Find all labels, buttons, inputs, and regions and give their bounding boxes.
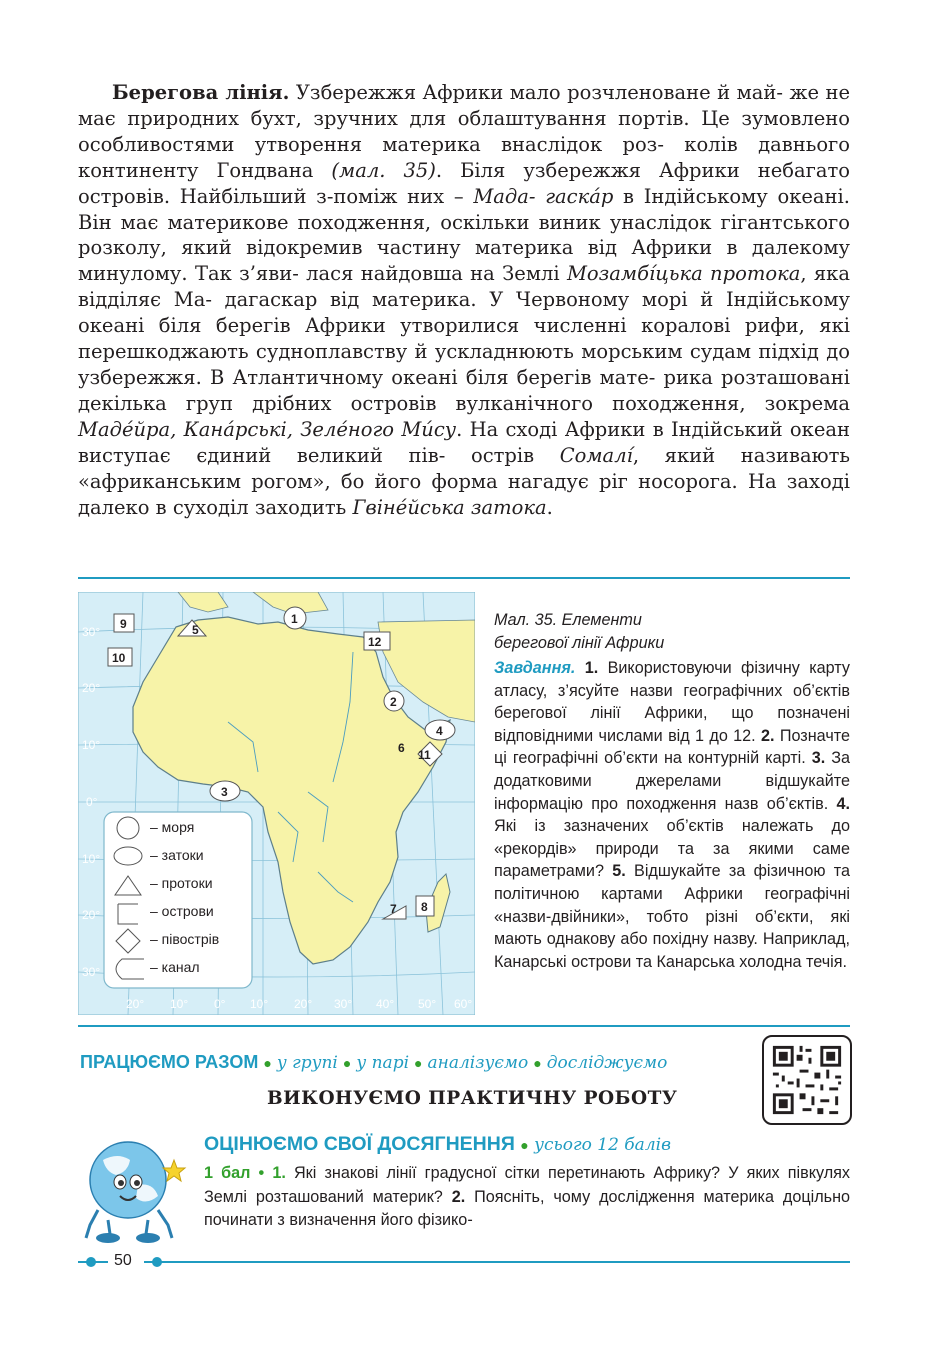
figure-caption: Мал. 35. Елементи берегової лінії Африки (494, 611, 665, 652)
marker-10: 10 (112, 651, 126, 665)
points-label: 1 бал • 1. (204, 1164, 286, 1182)
assessment-header (204, 1133, 671, 1156)
svg-text:30°: 30° (82, 965, 101, 979)
svg-text:20°: 20° (82, 681, 101, 695)
marker-11: 11 (418, 748, 431, 762)
svg-text:10°: 10° (82, 852, 101, 866)
svg-text:0°: 0° (86, 795, 98, 809)
svg-text:50°: 50° (418, 997, 437, 1011)
legend-gulf-icon (114, 847, 142, 865)
section-heading-coastline: Берегова лінія. (112, 81, 290, 104)
qr-code-icon[interactable] (762, 1035, 852, 1125)
task-block: Завдання. 1. Використовуючи фізичну карту атласу, з’ясуйте назви географічних об’єктів берегової лінії Африки, що позначені відповідними числами від 1 до 12. 2. Позначте ці географічні об’єкти на контурній карті. 3. За додатковими джерелами відшукайте інформацію про походження назв об’єктів. 4. Які із зазначених об’єктів належать до «рекордів» природи та за якими саме параметрами? 5. Відшукайте за фізичною та політичною картами Африки географічні «назви-двійники», тобто різні об’єкти, які мають однакову або похідну назву. Наприклад, Канарські острови та Канарська холодна течія. (494, 659, 851, 971)
svg-text:– острови: – острови (150, 903, 214, 919)
svg-text:– півострів: – півострів (150, 931, 220, 947)
svg-text:10°: 10° (250, 997, 269, 1011)
svg-text:– протоки: – протоки (150, 875, 213, 891)
lon-labels (126, 997, 472, 1011)
bullet-icon: ● (342, 1055, 352, 1071)
marker-8: 8 (421, 900, 428, 914)
figure-reference: (мал. 35) (331, 158, 436, 182)
svg-text:– канал: – канал (150, 959, 200, 975)
marker-12: 12 (368, 635, 382, 649)
main-paragraph: Берегова лінія. Узбережжя Африки мало розчленоване й май- же не має природних бухт, зручних для облаштування портів. Це зумовлено особливостями утворення материка внаслідок роз- колів давнього континенту Гондвана (мал. 35). Біля узбережжя Африки небагато островів. Найбільший з-поміж них – Мада- гаска́р в Індійському океані. Він має материкове походження, оскільки виник унаслідок гігантського розколу, який відокремив частину материка від Африки в далекому минулому. Так з’яви- лася найдовша на Землі Мозамбі́цька протока, яка відділяє Ма- дагаскар від материка. У Червоному морі й Індійському океані біля берегів Африки утворилися численні коралові рифи, які перешкоджають судноплавству й ускладнюють морським судам підхід до узбережжя. В Атлантичному океані біля берегів мате- рика розташовані декілька груп дрібних островів вулканічного походження, зокрема Маде́йра, Кана́рські, Зеле́ного Ми́су. На сході Африки в Індійський океан виступає єдиний великий пів- острів Сомалі́, який називають «африканським рогом», бо його форма нагадує ріг носорога. На заході далеко в суходіл заходить Гвіне́йська затока. (78, 81, 851, 519)
marker-7: 7 (390, 902, 397, 916)
svg-text:30°: 30° (82, 625, 101, 639)
svg-text:20°: 20° (82, 908, 101, 922)
divider-top (78, 577, 850, 579)
svg-text:20°: 20° (126, 997, 145, 1011)
bullet-icon: ● (520, 1137, 529, 1153)
marker-6: 6 (398, 741, 405, 755)
map-legend (104, 812, 252, 988)
globe-mascot-icon (78, 1130, 188, 1245)
practice-header: ПРАЦЮЄМО РАЗОМ ● у групі ● у парі ● аналізуємо ● досліджуємо (80, 1052, 668, 1073)
marker-3: 3 (221, 785, 228, 799)
assessment-text: 1 бал • 1. Які знакові лінії градусної сітки перетинають Африку? У яких півкулях Землі розташований материк? 2. Поясніть, чому дослідження материка доцільно починати з визначення його фізико- (204, 1164, 851, 1229)
practical-work-title: ВИКОНУЄМО ПРАКТИЧНУ РОБОТУ (267, 1088, 678, 1109)
marker-2: 2 (390, 695, 397, 709)
marker-4: 4 (436, 724, 443, 738)
marker-1: 1 (291, 612, 298, 626)
practice-title: ПРАЦЮЄМО РАЗОМ (80, 1052, 259, 1072)
page-footer (78, 1250, 850, 1274)
svg-text:– затоки: – затоки (150, 847, 204, 863)
svg-text:10°: 10° (82, 738, 101, 752)
divider-bottom (78, 1025, 850, 1027)
africa-map (78, 592, 475, 1015)
legend-sea-icon (117, 817, 139, 839)
bullet-icon: ● (414, 1055, 423, 1071)
svg-text:30°: 30° (334, 997, 353, 1011)
task-label: Завдання. (494, 659, 576, 677)
footer-dot-icon (86, 1257, 96, 1267)
marker-5: 5 (192, 623, 199, 637)
svg-text:– моря: – моря (150, 819, 195, 835)
svg-text:10°: 10° (170, 997, 189, 1011)
svg-text:0°: 0° (214, 997, 226, 1011)
svg-text:60°: 60° (454, 997, 473, 1011)
marker-9: 9 (120, 617, 127, 631)
page-number: 50 (114, 1252, 132, 1269)
svg-text:40°: 40° (376, 997, 395, 1011)
bullet-icon: ● (533, 1055, 542, 1071)
bullet-icon: ● (263, 1055, 272, 1071)
svg-text:20°: 20° (294, 997, 313, 1011)
assessment-total: усього 12 балів (534, 1135, 671, 1155)
assessment-title: ОЦІНЮЄМО СВОЇ ДОСЯГНЕННЯ (204, 1133, 515, 1155)
